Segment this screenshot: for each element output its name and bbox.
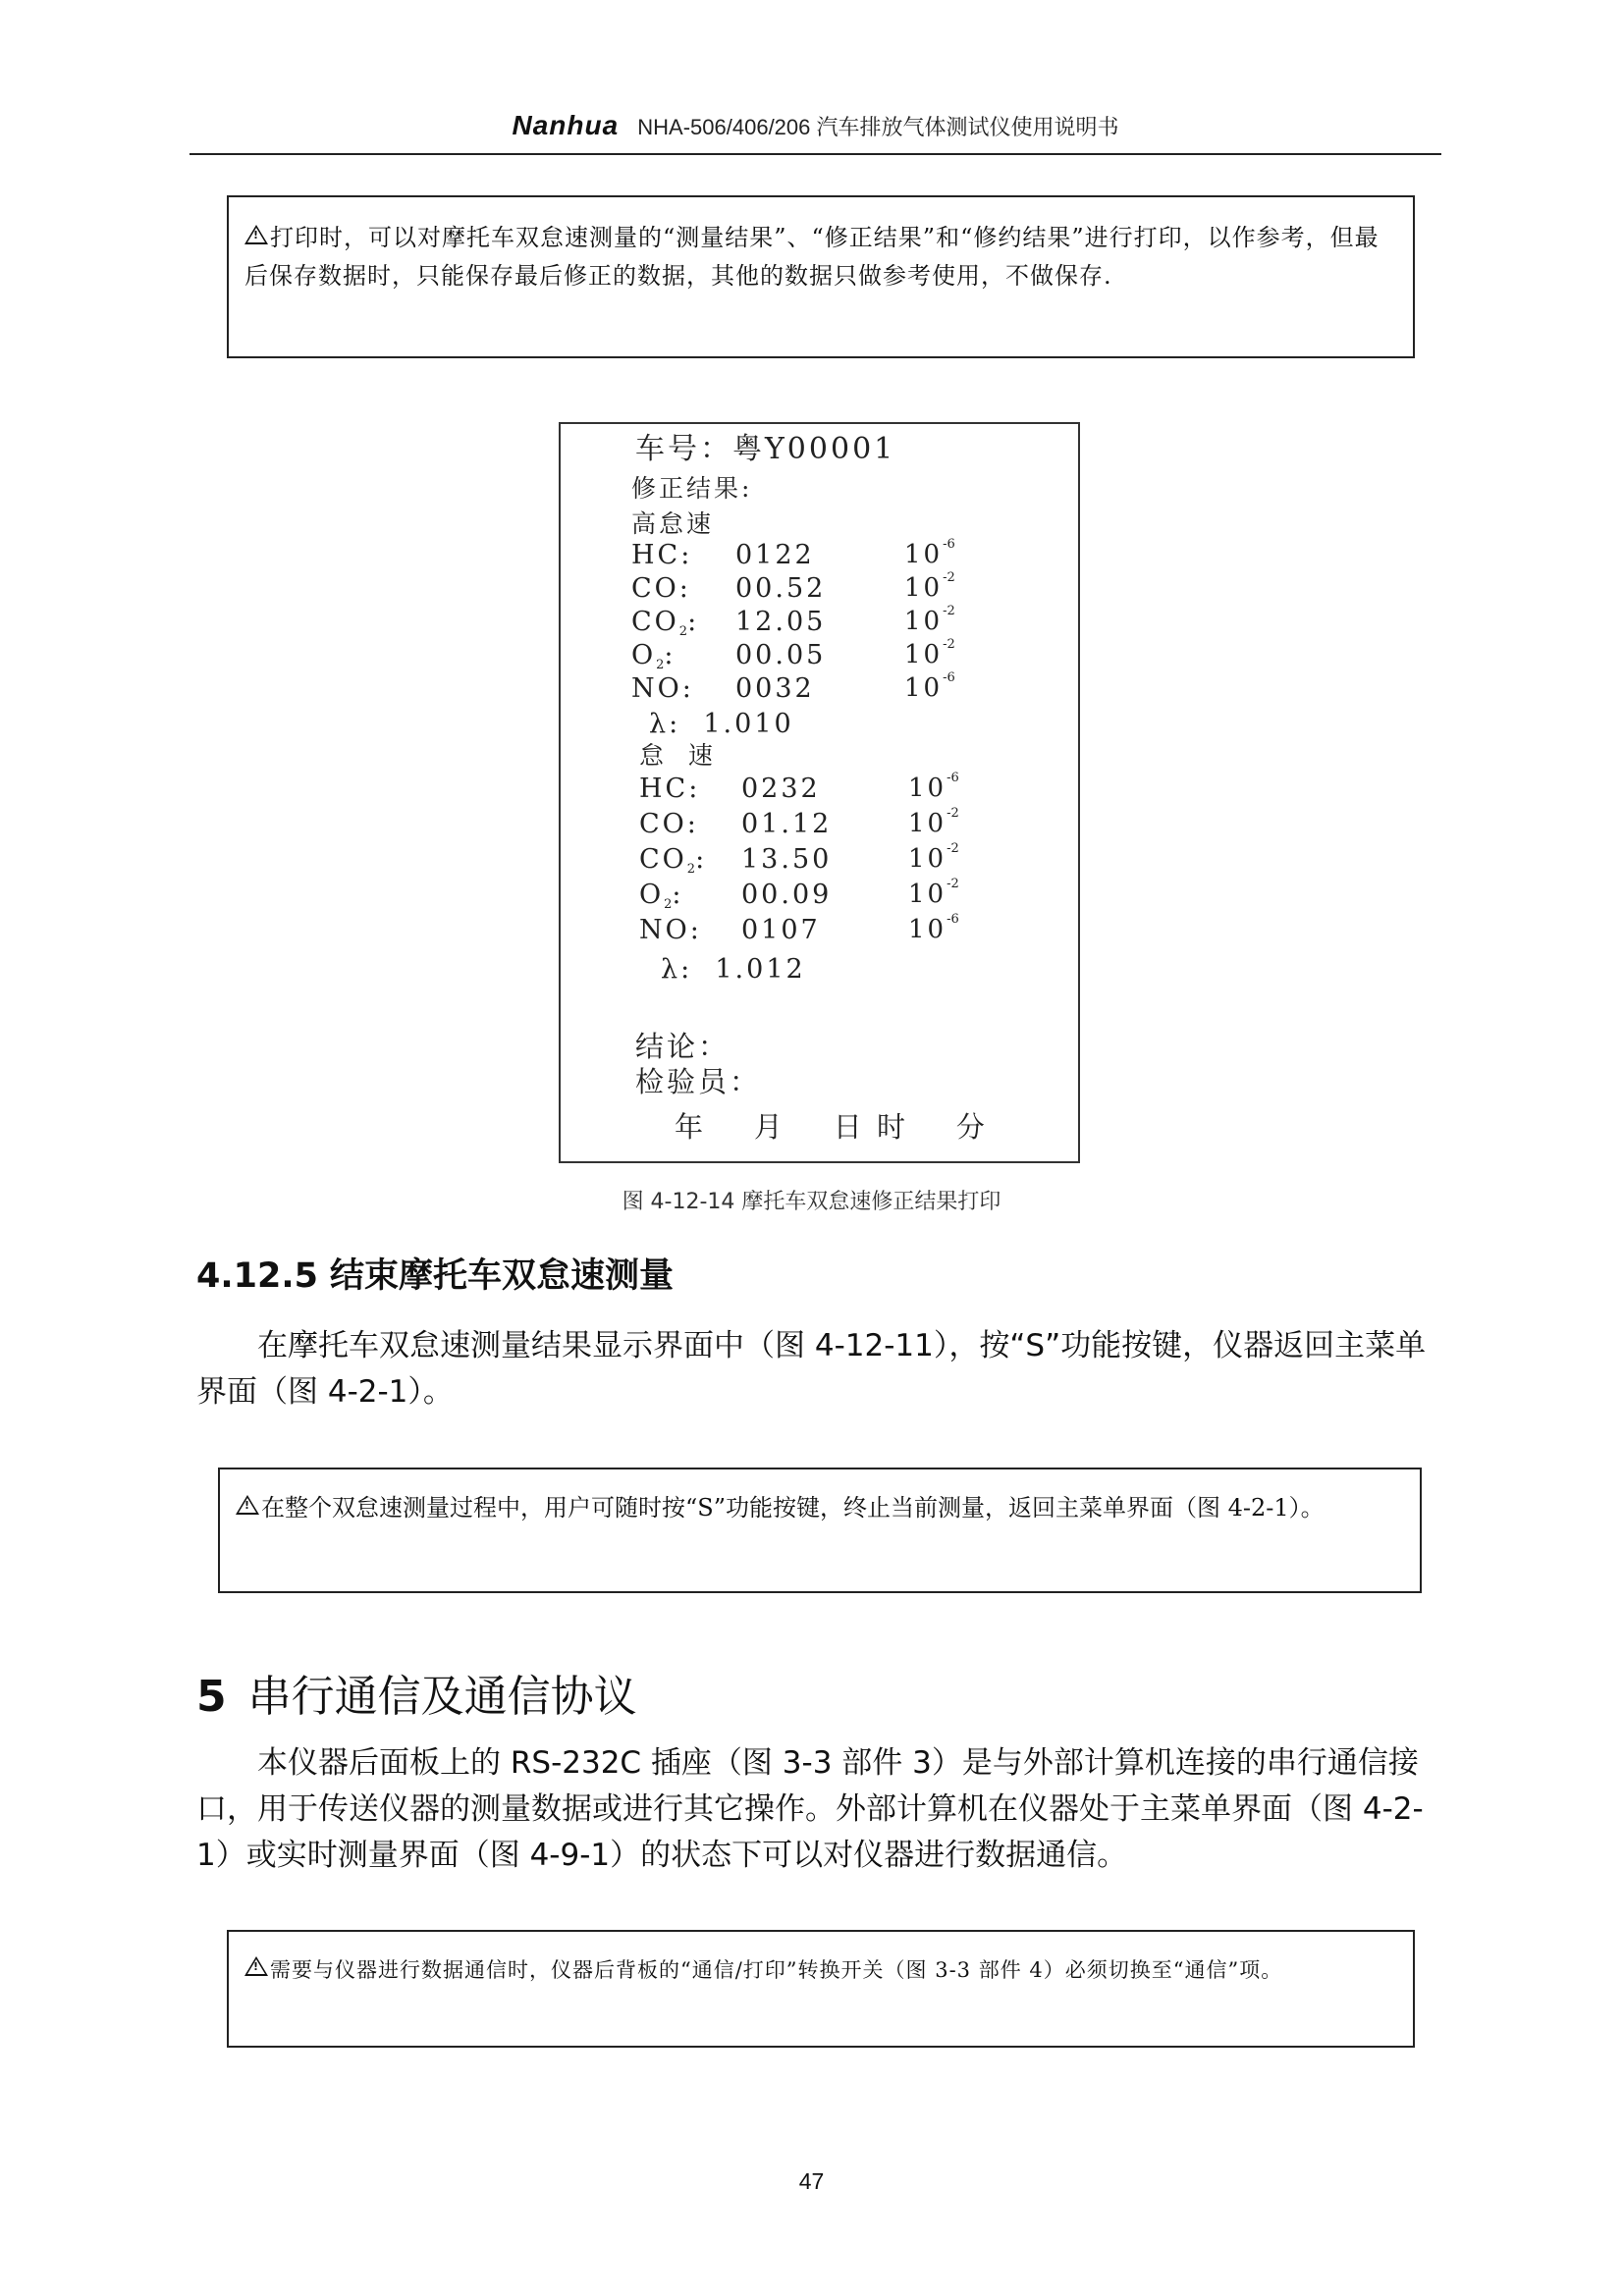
section-heading-4-12-5 [196, 1249, 674, 1298]
gas-unit: $10^{-2}$ [904, 637, 955, 669]
chapter-title: 串行通信及通信协议 [247, 1672, 637, 1722]
gas-unit: $10^{-6}$ [908, 912, 959, 944]
warning-icon [236, 1495, 259, 1515]
figure-caption: 图 4-12-14 摩托车双怠速修正结果打印 [622, 1190, 1001, 1214]
gas-name: NO: [639, 915, 702, 945]
high-idle-label: 高怠速 [631, 509, 715, 538]
gas-unit: $10^{-2}$ [904, 604, 955, 636]
comm-note-box [227, 1930, 1415, 2048]
gas-value: 0107 [741, 915, 821, 945]
gas-name: HC: [639, 774, 701, 804]
warning-icon [244, 225, 268, 244]
gas-value: 00.05 [735, 640, 827, 670]
gas-name: $O_2$: [639, 880, 684, 912]
section-4-12-5-paragraph: 在摩托车双怠速测量结果显示界面中（图 4-12-11），按“S”功能按键，仪器返回主菜单界面（图 4-2-1）。 [196, 1328, 1427, 1410]
plate-number: 车号：粤Y00001 [635, 432, 896, 466]
high-idle-lambda: λ: 1.010 [649, 709, 794, 739]
gas-value: 0122 [735, 540, 815, 570]
inspector-label: 检验员： [635, 1065, 762, 1098]
idle-label: 怠 速 [639, 741, 716, 770]
gas-name: $O_2$: [631, 640, 676, 672]
comm-note-text: 需要与仪器进行数据通信时，仪器后背板的“通信/打印”转换开关（图 3-3 部件 4）必须切换至“通信”项。 [270, 1958, 1283, 1982]
section-5-paragraph: 本仪器后面板上的 RS-232C 插座（图 3-3 部件 3）是与外部计算机连接的串行通信接口，用于传送仪器的测量数据或进行其它操作。外部计算机在仪器处于主菜单界面（图 4-2-1）或实时测量界面（图 4-9-1）的状态下可以对仪器进行数据通信。 [196, 1745, 1424, 1873]
gas-value: 01.12 [741, 809, 833, 839]
gas-name: CO: [639, 809, 699, 839]
gas-name: $CO_2$: [639, 844, 708, 877]
conclusion-label: 结论： [635, 1030, 730, 1063]
gas-unit: $10^{-6}$ [908, 771, 959, 803]
gas-value: 0232 [741, 774, 821, 804]
gas-unit: $10^{-6}$ [904, 537, 955, 569]
gas-value: 13.50 [741, 844, 833, 875]
page-header [189, 110, 1441, 155]
chapter-heading-5 [196, 1661, 637, 1724]
chapter-number: 5 [196, 1672, 227, 1722]
date-time-line: 年 月 日 时 分 [675, 1110, 988, 1144]
section-number: 4.12.5 [196, 1256, 319, 1296]
gas-unit: $10^{-2}$ [908, 841, 959, 874]
section-title: 结束摩托车双怠速测量 [330, 1256, 675, 1296]
gas-unit: $10^{-2}$ [904, 570, 955, 603]
stop-note-box [218, 1468, 1422, 1593]
gas-name: $CO_2$: [631, 607, 700, 639]
stop-note-text: 在整个双怠速测量过程中，用户可随时按“S”功能按键，终止当前测量，返回主菜单界面（图 4-2-1）。 [261, 1494, 1325, 1522]
gas-value: 12.05 [735, 607, 827, 637]
gas-name: NO: [631, 673, 694, 704]
gas-value: 0032 [735, 673, 815, 704]
gas-value: 00.09 [741, 880, 833, 910]
print-note-text: 打印时，可以对摩托车双怠速测量的“测量结果”、“修正结果”和“修约结果”进行打印，以作参考，但最后保存数据时，只能保存最后修正的数据，其他的数据只做参考使用，不做保存. [244, 224, 1380, 290]
gas-name: CO: [631, 573, 691, 604]
manual-title: NHA-506/406/206 汽车排放气体测试仪使用说明书 [637, 115, 1119, 139]
page-number: 47 [798, 2168, 825, 2194]
gas-value: 00.52 [735, 573, 827, 604]
warning-icon [244, 1956, 268, 1976]
gas-unit: $10^{-6}$ [904, 670, 955, 703]
brand-logo: Nanhua [512, 110, 620, 140]
corrected-result-title: 修正结果: [631, 474, 753, 503]
gas-unit: $10^{-2}$ [908, 877, 959, 909]
print-note-box [227, 195, 1415, 358]
corrected-result-printout [559, 422, 1080, 1163]
gas-unit: $10^{-2}$ [908, 806, 959, 838]
gas-name: HC: [631, 540, 693, 570]
idle-lambda: λ: 1.012 [661, 954, 806, 985]
